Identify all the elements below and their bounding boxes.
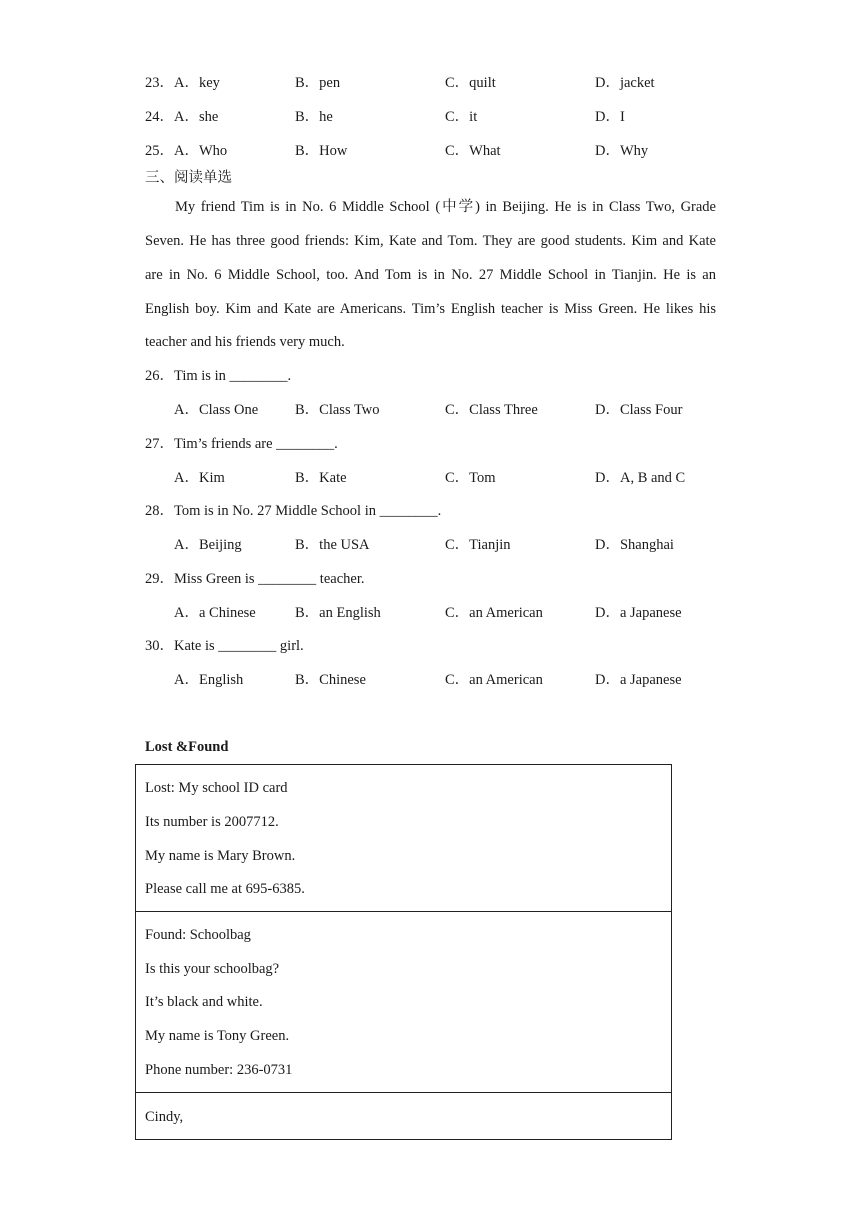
question-number: 24． (145, 109, 174, 125)
option-d: D．Why (595, 143, 649, 159)
option-b: B．Chinese (295, 672, 366, 688)
option-c: C．Tom (445, 470, 496, 486)
option-b: B．the USA (295, 537, 370, 553)
notice-line: It’s black and white. (145, 994, 263, 1010)
found-notice (136, 912, 671, 1093)
passage-line: teacher and his friends very much. (145, 334, 345, 350)
option-d: D．Shanghai (595, 537, 674, 553)
option-d: D．jacket (595, 75, 655, 91)
option-a: A．English (174, 672, 244, 688)
passage-line: are in No. 6 Middle School, too. And Tom is in No. 27 Middle School in Tianjin. He is an (145, 267, 716, 283)
question-stem: 28．Tom is in No. 27 Middle School in ________. (145, 503, 442, 519)
option-d: D．a Japanese (595, 605, 682, 621)
question-stem: 26．Tim is in ________. (145, 368, 292, 384)
option-c: C．What (445, 143, 501, 159)
question-stem: 27．Tim’s friends are ________. (145, 436, 338, 452)
notice-line: Phone number: 236-0731 (145, 1062, 293, 1078)
notice-line: Lost: My school ID card (145, 780, 288, 796)
option-a: A．a Chinese (174, 605, 256, 621)
passage-line: Seven. He has three good friends: Kim, Kate and Tom. They are good students. Kim and Kate (145, 233, 716, 249)
lost-notice (136, 765, 671, 912)
notice-line: Cindy, (145, 1109, 184, 1125)
notice-line: Its number is 2007712. (145, 814, 279, 830)
notice-line: Please call me at 695-6385. (145, 881, 305, 897)
option-a: A．key (174, 75, 220, 91)
lost-found-table (135, 764, 672, 1140)
passage-line: English boy. Kim and Kate are Americans. Tim’s English teacher is Miss Green. He likes his (145, 301, 716, 317)
lost-found-title: Lost &Found (145, 739, 229, 755)
passage-line: My friend Tim is in No. 6 Middle School (中学) in Beijing. He is in Class Two, Grade (175, 199, 716, 215)
option-c: C．an American (445, 605, 543, 621)
option-d: D．Class Four (595, 402, 683, 418)
option-b: B．pen (295, 75, 341, 91)
notice-line: Found: Schoolbag (145, 927, 251, 943)
option-c: C．Class Three (445, 402, 538, 418)
option-b: B．Class Two (295, 402, 380, 418)
option-a: A．Beijing (174, 537, 242, 553)
notice-line: My name is Mary Brown. (145, 848, 296, 864)
notice-line: My name is Tony Green. (145, 1028, 290, 1044)
option-b: B．he (295, 109, 333, 125)
option-d: D．I (595, 109, 625, 125)
option-c: C．it (445, 109, 478, 125)
section-heading: 三、阅读单选 (145, 170, 232, 186)
option-d: D．A, B and C (595, 470, 686, 486)
cindy-notice (136, 1093, 671, 1139)
option-a: A．Class One (174, 402, 259, 418)
option-c: C．Tianjin (445, 537, 511, 553)
option-c: C．an American (445, 672, 543, 688)
option-d: D．a Japanese (595, 672, 682, 688)
option-b: B．How (295, 143, 348, 159)
question-stem: 30．Kate is ________ girl. (145, 638, 304, 654)
option-a: A．she (174, 109, 219, 125)
question-number: 23． (145, 75, 174, 91)
option-c: C．quilt (445, 75, 496, 91)
notice-line: Is this your schoolbag? (145, 961, 280, 977)
option-a: A．Who (174, 143, 228, 159)
question-stem: 29．Miss Green is ________ teacher. (145, 571, 365, 587)
option-b: B．an English (295, 605, 381, 621)
option-a: A．Kim (174, 470, 225, 486)
question-number: 25． (145, 143, 174, 159)
option-b: B．Kate (295, 470, 347, 486)
